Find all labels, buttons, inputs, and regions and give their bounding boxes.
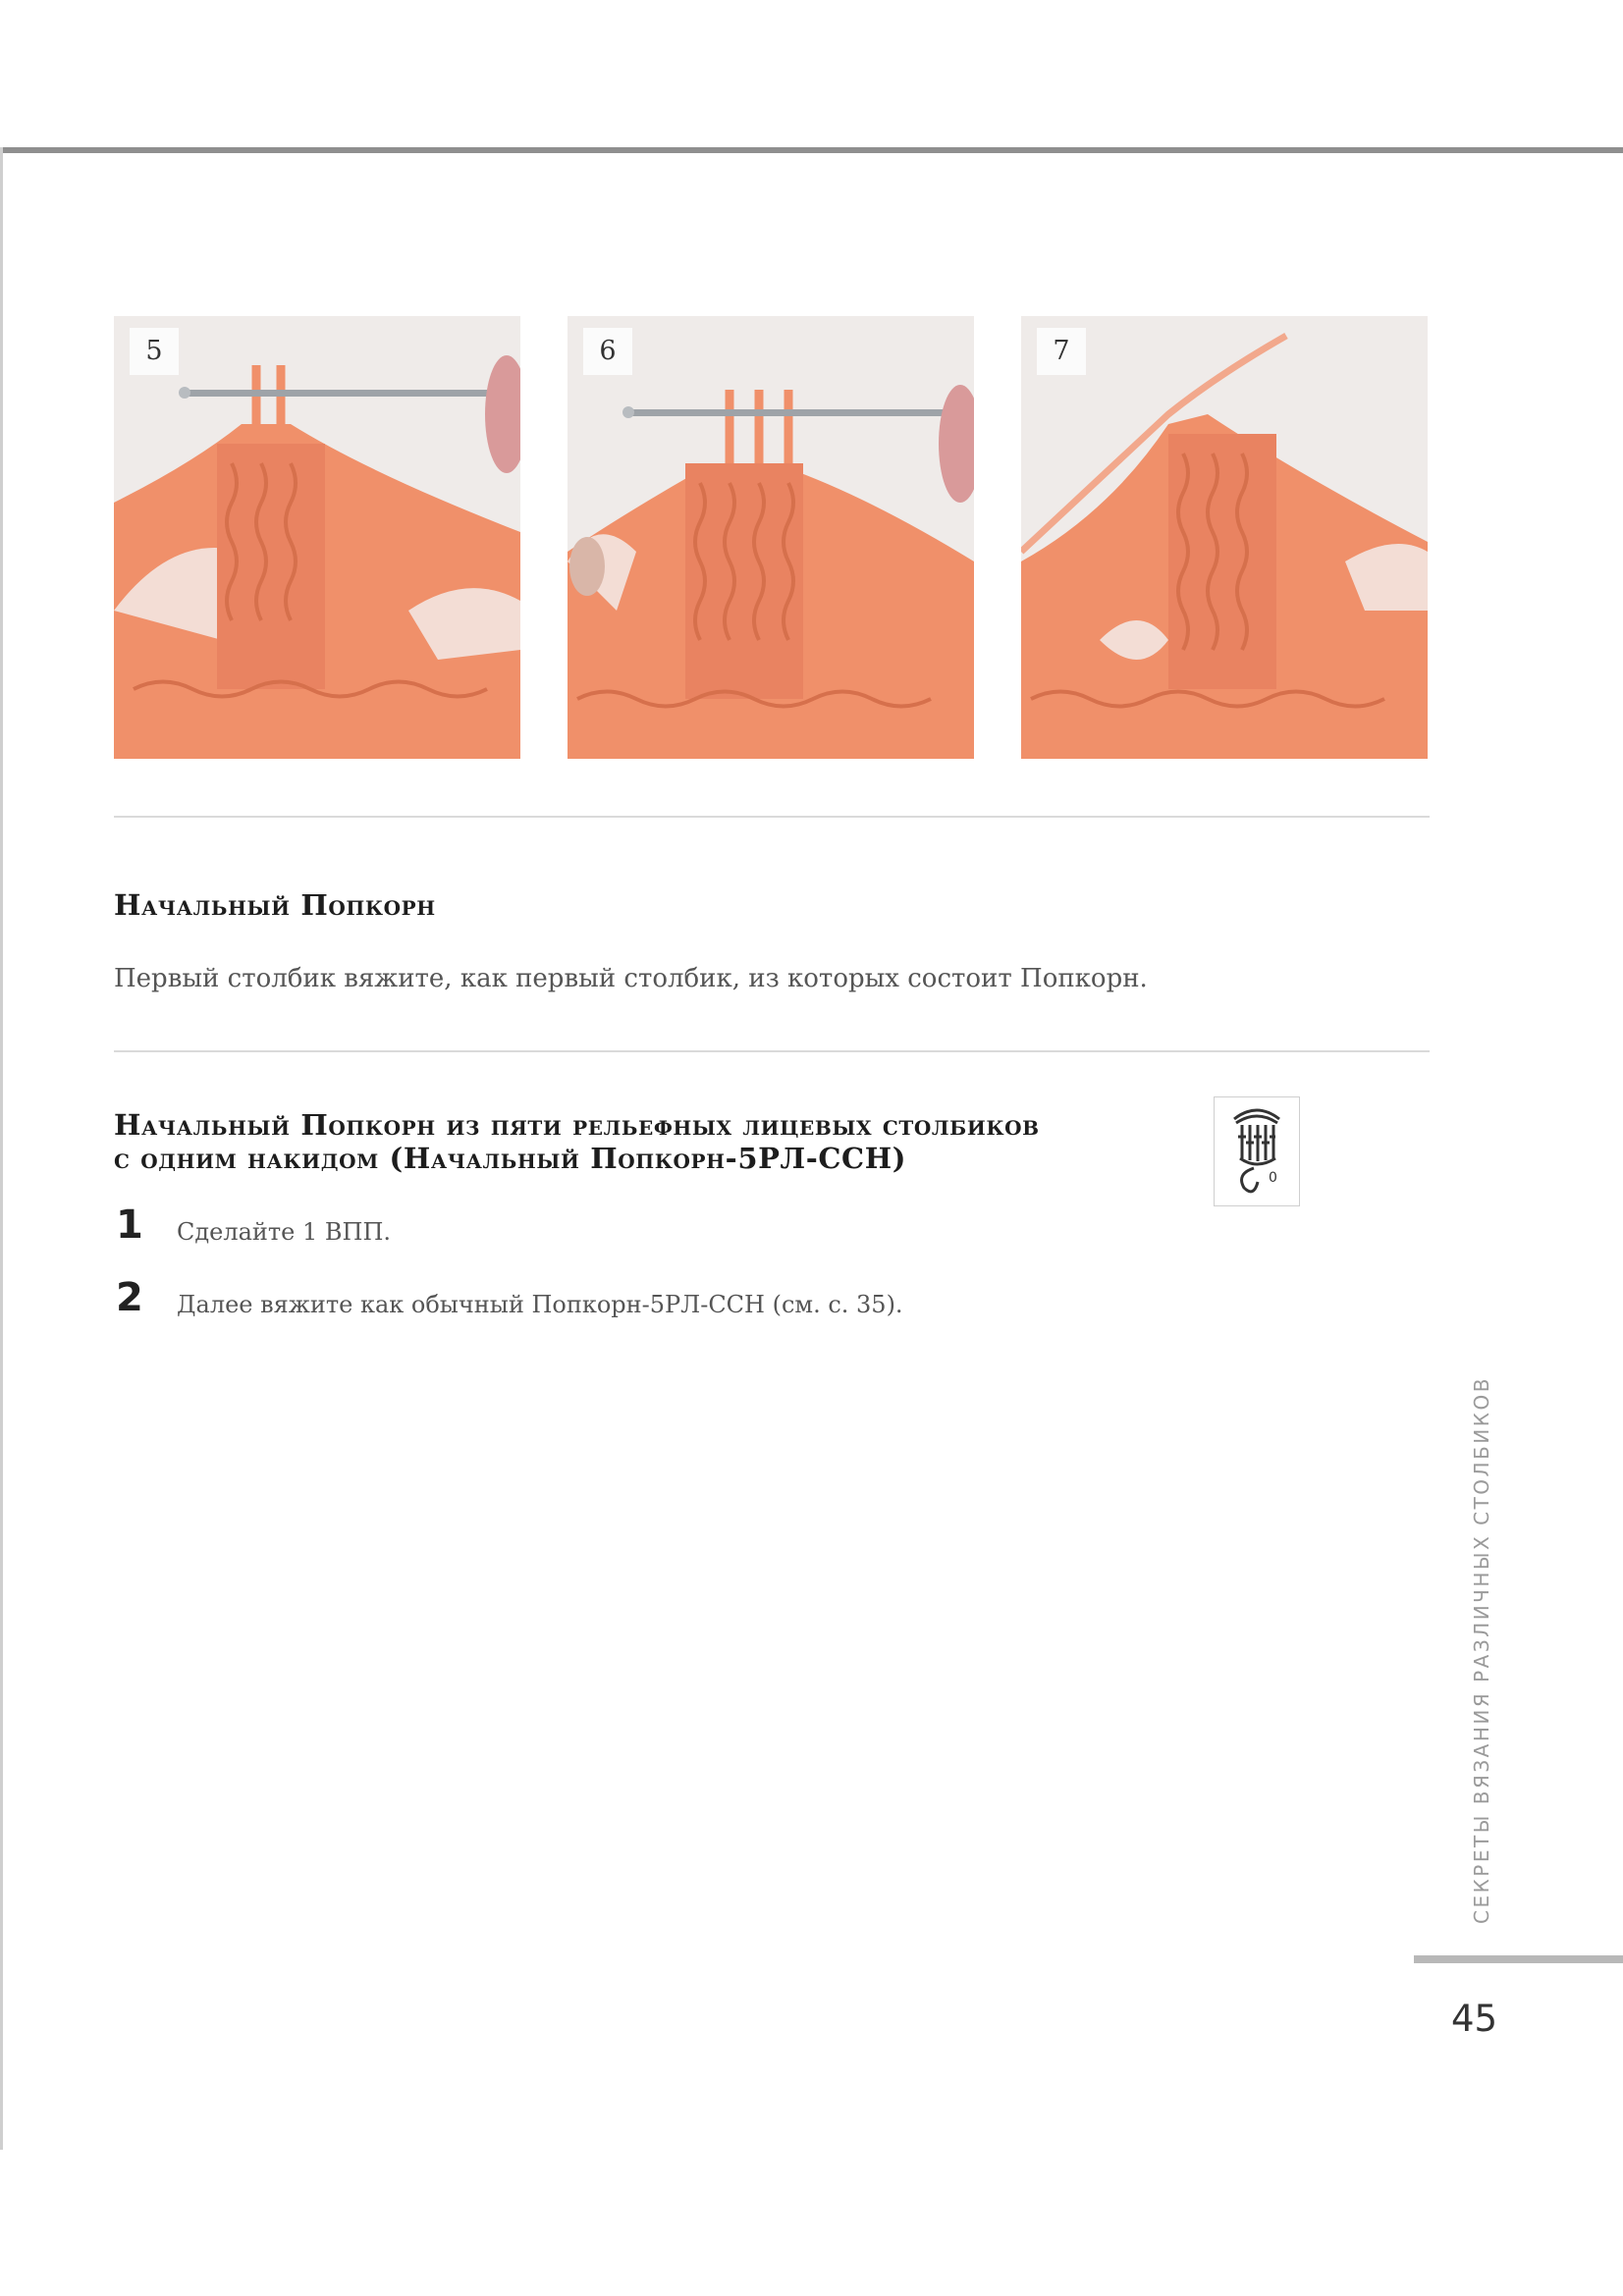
photo-number: 7: [1037, 328, 1086, 375]
step-photo-7: [1021, 316, 1428, 759]
section-title: Начальный Попкорн: [114, 888, 436, 922]
top-rule: [0, 147, 1623, 153]
divider: [114, 1050, 1430, 1052]
section-text: Первый столбик вяжите, как первый столбик, из которых состоит Попкорн.: [114, 964, 1148, 993]
crochet-photo-image: [114, 316, 520, 759]
chapter-tab-bar: [1414, 1955, 1623, 1963]
step-text: Далее вяжите как обычный Попкорн-5РЛ-ССН (см. с. 35).: [177, 1291, 903, 1318]
crochet-photo-image: [1021, 316, 1428, 759]
chapter-side-title: СЕКРЕТЫ ВЯЗАНИЯ РАЗЛИЧНЫХ СТОЛБИКОВ: [1470, 1376, 1493, 1924]
left-rule: [0, 147, 3, 2150]
step-photo-6: [568, 316, 974, 759]
section-title-line-2: с одним накидом (Начальный Попкорн-5РЛ-ССН): [114, 1142, 907, 1175]
page-number: 45: [1451, 1998, 1498, 2040]
step-text: Сделайте 1 ВПП.: [177, 1218, 392, 1246]
step-photo-5: [114, 316, 520, 759]
popcorn-symbol-icon: [1214, 1096, 1300, 1206]
step-number: 2: [116, 1275, 143, 1320]
crochet-photo-image: [568, 316, 974, 759]
symbol-label: 0: [1269, 1170, 1277, 1186]
step-number: 1: [116, 1202, 143, 1248]
photo-number: 6: [583, 328, 632, 375]
divider: [114, 816, 1430, 818]
section-title-line-1: Начальный Попкорн из пяти рельефных лицевых столбиков: [114, 1108, 1040, 1142]
photo-number: 5: [130, 328, 179, 375]
